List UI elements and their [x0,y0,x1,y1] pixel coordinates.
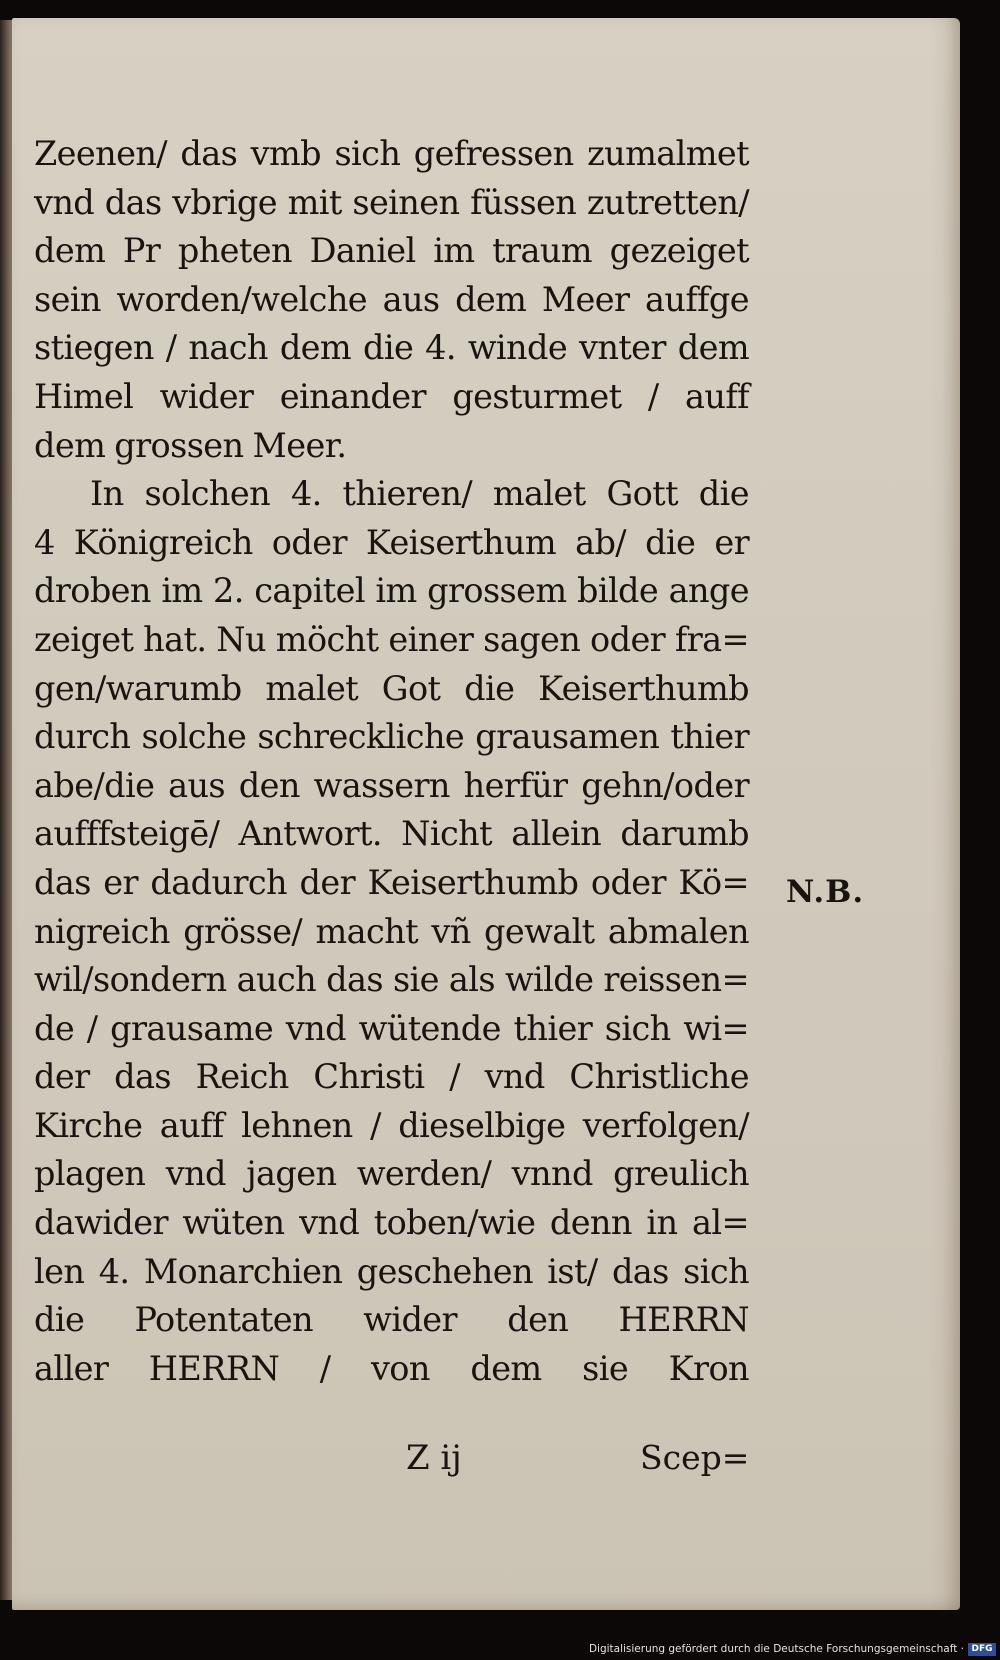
text-line: aufffsteigē/ Antwort. Nicht allein darumb [34,814,749,854]
text-line: das er dadurch der Keiserthumb oder Kö= [34,862,749,902]
text-line: dawider wüten vnd toben/wie denn in al= [34,1203,749,1243]
text-line: aller HERRN / von dem sie Kron [34,1348,749,1388]
text-line: wil/sondern auch das sie als wilde reissen= [34,960,749,1000]
text-line: vnd das vbrige mit seinen füssen zutretten/ [34,182,749,222]
text-line: Kirche auff lehnen / dieselbige verfolgen/ [34,1105,749,1145]
text-line: dem Pr pheten Daniel im traum gezeiget [34,231,749,271]
text-line: zeiget hat. Nu möcht einer sagen oder fra= [34,619,749,659]
page-body-text [34,130,749,1393]
text-line: nigreich grösse/ macht vñ gewalt abmalen [34,911,749,951]
text-line: len 4. Monarchien geschehen ist/ das sich [34,1251,749,1291]
text-line: dem grossen Meer. [34,425,347,465]
dfg-logo: DFG [968,1643,996,1656]
text-line: de / grausame vnd wütende thier sich wi= [34,1008,749,1048]
book-page [12,18,960,1610]
text-line: droben im 2. capitel im grossem bilde ange [34,571,749,611]
text-line: 4 Königreich oder Keiserthum ab/ die er [34,522,749,562]
marginal-note: N.B. [786,874,865,910]
text-line: stiegen / nach dem die 4. winde vnter dem [34,328,749,368]
text-line: abe/die aus den wassern herfür gehn/oder [34,765,749,805]
text-line: durch solche schreckliche grausamen thier [34,717,749,757]
signature-mark: Z ij [406,1438,462,1478]
text-line: In solchen 4. thieren/ malet Gott die [90,474,749,514]
text-line: Himel wider einander gesturmet / auff [34,376,749,416]
text-line: Zeenen/ das vmb sich gefressen zumalmet [34,134,749,173]
text-line: die Potentaten wider den HERRN [34,1300,749,1340]
text-line: plagen vnd jagen werden/ vnnd greulich [34,1154,749,1194]
text-line: der das Reich Christi / vnd Christliche [34,1057,749,1097]
catchword: Scep= [640,1438,750,1477]
text-line: gen/warumb malet Got die Keiserthumb [34,668,749,708]
text-line: sein worden/welche aus dem Meer auffge [34,279,749,319]
digitization-credit: Digitalisierung gefördert durch die Deutsche Forschungsgemeinschaft · [588,1643,964,1655]
